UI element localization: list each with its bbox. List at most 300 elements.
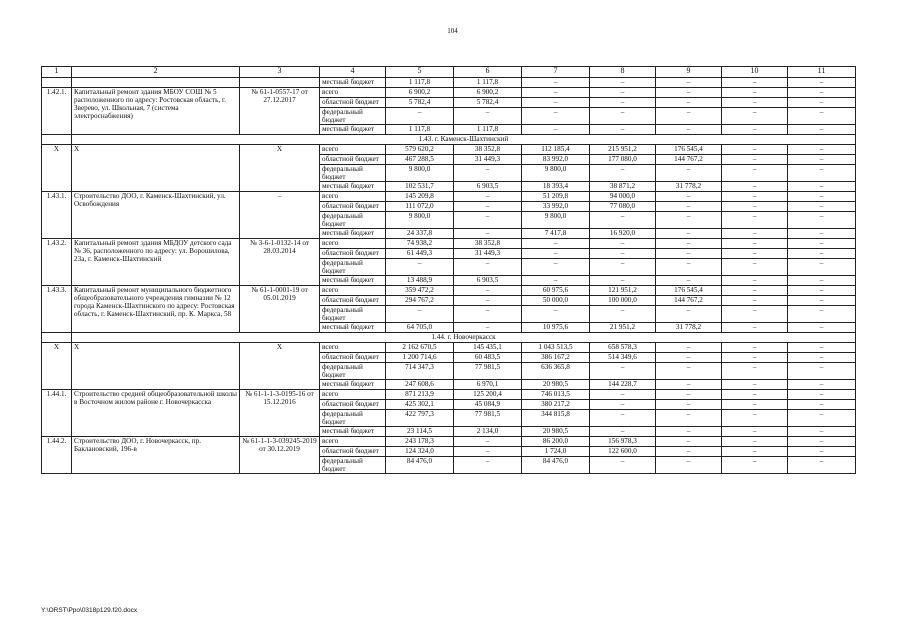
amount-cell: 6 970,1 [454, 380, 522, 390]
amount-cell: 425 302,1 [386, 400, 454, 410]
amount-cell: – [656, 276, 722, 286]
item-name: Капитальный ремонт муниципального бюджетного общеобразовательного учреждения гимназии № 12 города Каменск-Шахтинского по адресу: Ростовская область, г. Каменск-Шахтинский, пр. К. Маркса, 58 [72, 286, 240, 333]
amount-cell: – [454, 457, 522, 474]
amount-cell: – [656, 363, 722, 380]
amount-cell: 386 167,2 [522, 353, 590, 363]
amount-cell: 61 449,3 [386, 249, 454, 259]
item-document: № 3-6-1-0132-14 от 28.03.2014 [240, 239, 320, 286]
amount-cell: 1 200 714,6 [386, 353, 454, 363]
column-header: 3 [240, 67, 320, 78]
amount-cell: 112 185,4 [522, 145, 590, 155]
amount-cell: 247 608,6 [386, 380, 454, 390]
funding-source: всего [320, 390, 386, 400]
amount-cell: – [656, 165, 722, 182]
amount-cell: – [454, 165, 522, 182]
amount-cell: 124 324,0 [386, 447, 454, 457]
amount-cell: – [590, 400, 656, 410]
amount-cell: – [656, 125, 722, 135]
column-header: 11 [788, 67, 856, 78]
amount-cell: – [722, 239, 788, 249]
empty-cell [42, 78, 72, 88]
amount-cell: – [722, 457, 788, 474]
section-title: 1.44. г. Новочеркасск [72, 333, 856, 343]
amount-cell: – [788, 400, 856, 410]
amount-cell: 51 209,8 [522, 192, 590, 202]
amount-cell: 294 767,2 [386, 296, 454, 306]
amount-cell: 77 080,0 [590, 202, 656, 212]
funding-source: областной бюджет [320, 296, 386, 306]
amount-cell: – [656, 202, 722, 212]
amount-cell: 24 337,8 [386, 229, 454, 239]
amount-cell: – [454, 192, 522, 202]
amount-cell: 145 435,1 [454, 343, 522, 353]
item-name: Капитальный ремонт здания МБОУ СОШ № 5 расположенного по адресу: Ростовская область, г. Зверево, ул. Школьная, 7 (система электроснабжения) [72, 88, 240, 135]
amount-cell: – [656, 212, 722, 229]
amount-cell: – [454, 229, 522, 239]
amount-cell: – [788, 155, 856, 165]
row-spacer-cell [42, 333, 72, 343]
funding-source: федеральный бюджет [320, 259, 386, 276]
item-number: 1.43.2. [42, 239, 72, 286]
amount-cell: 1 043 513,5 [522, 343, 590, 353]
amount-cell: – [656, 249, 722, 259]
amount-cell: – [788, 323, 856, 333]
funding-source: федеральный бюджет [320, 363, 386, 380]
amount-cell: – [788, 380, 856, 390]
amount-cell: 31 778,2 [656, 323, 722, 333]
amount-cell: – [788, 286, 856, 296]
amount-cell: – [722, 296, 788, 306]
amount-cell: 636 365,8 [522, 363, 590, 380]
amount-cell: 514 349,6 [590, 353, 656, 363]
funding-source: федеральный бюджет [320, 306, 386, 323]
amount-cell: 144 767,2 [656, 155, 722, 165]
amount-cell: – [788, 437, 856, 447]
item-name: Х [72, 343, 240, 390]
table-row [42, 437, 856, 447]
amount-cell: – [788, 296, 856, 306]
amount-cell: 20 980,5 [522, 380, 590, 390]
funding-source: местный бюджет [320, 125, 386, 135]
amount-cell: – [788, 202, 856, 212]
table-row [42, 239, 856, 249]
amount-cell: – [522, 108, 590, 125]
amount-cell: 1 117,8 [454, 125, 522, 135]
column-header: 5 [386, 67, 454, 78]
amount-cell: 111 072,0 [386, 202, 454, 212]
amount-cell: 33 992,0 [522, 202, 590, 212]
amount-cell: – [590, 78, 656, 88]
amount-cell: 144 767,2 [656, 296, 722, 306]
item-document: № 61-1-1-3-039245-2019 от 30.12.2019 [240, 437, 320, 474]
amount-cell: – [722, 427, 788, 437]
amount-cell: 344 815,8 [522, 410, 590, 427]
amount-cell: – [788, 410, 856, 427]
amount-cell: 31 778,2 [656, 182, 722, 192]
item-name: Х [72, 145, 240, 192]
amount-cell: – [788, 88, 856, 98]
amount-cell: 13 488,9 [386, 276, 454, 286]
amount-cell: – [656, 447, 722, 457]
funding-source: областной бюджет [320, 155, 386, 165]
empty-cell [72, 78, 240, 88]
amount-cell: 77 981,5 [454, 410, 522, 427]
amount-cell: – [788, 276, 856, 286]
funding-source: всего [320, 286, 386, 296]
amount-cell: 6 903,5 [454, 276, 522, 286]
amount-cell: – [522, 98, 590, 108]
amount-cell: 176 545,4 [656, 286, 722, 296]
item-name: Строительство ДОО, г. Каменск-Шахтинский, ул. Освобождения [72, 192, 240, 239]
section-title: 1.43. г. Каменск-Шахтинский [72, 135, 856, 145]
amount-cell: – [656, 108, 722, 125]
amount-cell: – [722, 447, 788, 457]
amount-cell: – [656, 192, 722, 202]
amount-cell: 122 600,0 [590, 447, 656, 457]
item-number: Х [42, 145, 72, 192]
amount-cell: 60 975,6 [522, 286, 590, 296]
amount-cell: – [590, 98, 656, 108]
item-document: № 61-1-0557-17 от 27.12.2017 [240, 88, 320, 135]
column-header: 1 [42, 67, 72, 78]
amount-cell: 1 117,8 [386, 78, 454, 88]
amount-cell: – [590, 457, 656, 474]
amount-cell: 6 900,2 [386, 88, 454, 98]
amount-cell: 5 782,4 [386, 98, 454, 108]
item-document: Х [240, 343, 320, 390]
amount-cell: – [590, 239, 656, 249]
amount-cell: 16 920,0 [590, 229, 656, 239]
item-number: 1.42.1. [42, 88, 72, 135]
funding-source: местный бюджет [320, 229, 386, 239]
table-header-row [42, 67, 856, 78]
amount-cell: 9 800,0 [386, 212, 454, 229]
column-header: 6 [454, 67, 522, 78]
funding-source: всего [320, 88, 386, 98]
amount-cell: 45 084,9 [454, 400, 522, 410]
amount-cell: – [722, 390, 788, 400]
item-name: Капитальный ремонт здания МБДОУ детского сада № 36, расположенного по адресу: ул. Ворошилова, 23а, г. Каменск-Шахтинский [72, 239, 240, 286]
item-number: Х [42, 343, 72, 390]
amount-cell: – [522, 239, 590, 249]
amount-cell: 5 782,4 [454, 98, 522, 108]
amount-cell: – [722, 380, 788, 390]
amount-cell: – [722, 276, 788, 286]
amount-cell: – [656, 259, 722, 276]
amount-cell: 144 228,7 [590, 380, 656, 390]
amount-cell: – [454, 202, 522, 212]
amount-cell: – [590, 259, 656, 276]
table-row [42, 390, 856, 400]
amount-cell: 422 797,3 [386, 410, 454, 427]
amount-cell: 579 620,2 [386, 145, 454, 155]
amount-cell: – [590, 108, 656, 125]
amount-cell: 215 951,2 [590, 145, 656, 155]
amount-cell: 177 080,0 [590, 155, 656, 165]
amount-cell: – [722, 410, 788, 427]
amount-cell: – [656, 343, 722, 353]
item-document: Х [240, 145, 320, 192]
amount-cell: – [788, 259, 856, 276]
amount-cell: 9 800,0 [522, 165, 590, 182]
column-header: 7 [522, 67, 590, 78]
amount-cell: 1 117,8 [454, 78, 522, 88]
amount-cell: – [722, 323, 788, 333]
amount-cell: – [386, 306, 454, 323]
funding-source: местный бюджет [320, 276, 386, 286]
amount-cell: – [722, 192, 788, 202]
funding-source: федеральный бюджет [320, 212, 386, 229]
amount-cell: 94 000,0 [590, 192, 656, 202]
amount-cell: 7 417,8 [522, 229, 590, 239]
amount-cell: – [788, 363, 856, 380]
amount-cell: – [656, 306, 722, 323]
amount-cell: – [722, 343, 788, 353]
table-row [42, 145, 856, 155]
amount-cell: 50 000,0 [522, 296, 590, 306]
amount-cell: 18 393,4 [522, 182, 590, 192]
amount-cell: – [722, 165, 788, 182]
amount-cell: – [590, 125, 656, 135]
amount-cell: – [722, 108, 788, 125]
amount-cell: – [722, 400, 788, 410]
amount-cell: – [722, 286, 788, 296]
amount-cell: 20 980,5 [522, 427, 590, 437]
funding-source: федеральный бюджет [320, 457, 386, 474]
amount-cell: – [656, 88, 722, 98]
amount-cell: – [722, 78, 788, 88]
file-path-footer: Y:\ORST\Ppo\0318p129.f20.docx [41, 607, 138, 614]
amount-cell: – [454, 437, 522, 447]
amount-cell: – [722, 125, 788, 135]
table-row [42, 78, 856, 88]
amount-cell: – [656, 390, 722, 400]
table-row [42, 192, 856, 202]
funding-source: федеральный бюджет [320, 410, 386, 427]
amount-cell: 1 724,0 [522, 447, 590, 457]
funding-source: областной бюджет [320, 202, 386, 212]
funding-source: федеральный бюджет [320, 108, 386, 125]
section-heading-row [42, 135, 856, 145]
column-header: 9 [656, 67, 722, 78]
amount-cell: – [788, 165, 856, 182]
amount-cell: – [788, 390, 856, 400]
amount-cell: 145 209,8 [386, 192, 454, 202]
amount-cell: 156 978,3 [590, 437, 656, 447]
amount-cell: – [590, 165, 656, 182]
table-row [42, 88, 856, 98]
amount-cell: – [788, 78, 856, 88]
amount-cell: 38 352,8 [454, 239, 522, 249]
funding-source: федеральный бюджет [320, 165, 386, 182]
amount-cell: – [788, 192, 856, 202]
amount-cell: – [590, 390, 656, 400]
item-name: Строительство ДОО, г. Новочеркасск, пр. Баклановский, 196-в [72, 437, 240, 474]
amount-cell: 2 134,0 [454, 427, 522, 437]
amount-cell: – [788, 249, 856, 259]
amount-cell: – [522, 249, 590, 259]
column-header: 10 [722, 67, 788, 78]
amount-cell: – [656, 78, 722, 88]
amount-cell: – [788, 182, 856, 192]
amount-cell: – [788, 427, 856, 437]
amount-cell: – [722, 437, 788, 447]
amount-cell: 83 992,0 [522, 155, 590, 165]
amount-cell: – [386, 108, 454, 125]
amount-cell: – [522, 125, 590, 135]
amount-cell: – [522, 259, 590, 276]
funding-source: местный бюджет [320, 182, 386, 192]
amount-cell: – [590, 276, 656, 286]
amount-cell: – [590, 306, 656, 323]
amount-cell: – [788, 212, 856, 229]
amount-cell: – [788, 306, 856, 323]
funding-source: всего [320, 145, 386, 155]
amount-cell: 658 578,3 [590, 343, 656, 353]
amount-cell: – [722, 212, 788, 229]
table-row [42, 343, 856, 353]
amount-cell: – [788, 457, 856, 474]
amount-cell: – [454, 212, 522, 229]
amount-cell: – [522, 276, 590, 286]
amount-cell: – [656, 380, 722, 390]
amount-cell: 100 000,0 [590, 296, 656, 306]
amount-cell: – [722, 363, 788, 380]
item-document: – [240, 192, 320, 239]
amount-cell: – [454, 259, 522, 276]
amount-cell: – [590, 427, 656, 437]
amount-cell: – [454, 108, 522, 125]
amount-cell: – [722, 182, 788, 192]
column-header: 2 [72, 67, 240, 78]
amount-cell: 467 288,5 [386, 155, 454, 165]
funding-source: местный бюджет [320, 323, 386, 333]
amount-cell: 38 871,2 [590, 182, 656, 192]
amount-cell: – [590, 410, 656, 427]
funding-source: областной бюджет [320, 400, 386, 410]
amount-cell: 1 117,8 [386, 125, 454, 135]
amount-cell: – [788, 229, 856, 239]
funding-source: всего [320, 192, 386, 202]
amount-cell: – [722, 98, 788, 108]
amount-cell: 38 352,8 [454, 145, 522, 155]
item-document: № 61-1-0001-19 от 05.01.2019 [240, 286, 320, 333]
funding-source: всего [320, 437, 386, 447]
amount-cell: – [590, 88, 656, 98]
amount-cell: 6 903,5 [454, 182, 522, 192]
amount-cell: – [722, 259, 788, 276]
item-document: № 61-1-1-3-0195-16 от 15.12.2016 [240, 390, 320, 437]
amount-cell: – [656, 437, 722, 447]
amount-cell: – [454, 323, 522, 333]
amount-cell: 84 476,0 [386, 457, 454, 474]
amount-cell: 176 545,4 [656, 145, 722, 155]
amount-cell: – [656, 353, 722, 363]
amount-cell: 9 800,0 [386, 165, 454, 182]
amount-cell: – [656, 98, 722, 108]
funding-source: местный бюджет [320, 380, 386, 390]
amount-cell: – [656, 427, 722, 437]
funding-source: всего [320, 239, 386, 249]
amount-cell: 31 449,3 [454, 155, 522, 165]
amount-cell: 86 200,0 [522, 437, 590, 447]
amount-cell: – [788, 98, 856, 108]
funding-source: областной бюджет [320, 98, 386, 108]
amount-cell: – [454, 447, 522, 457]
amount-cell: – [722, 353, 788, 363]
amount-cell: – [656, 410, 722, 427]
amount-cell: 31 449,3 [454, 249, 522, 259]
amount-cell: 714 347,3 [386, 363, 454, 380]
amount-cell: – [722, 145, 788, 155]
amount-cell: 121 951,2 [590, 286, 656, 296]
row-spacer-cell [42, 135, 72, 145]
amount-cell: – [788, 108, 856, 125]
amount-cell: – [656, 457, 722, 474]
amount-cell: – [386, 259, 454, 276]
amount-cell: 6 900,2 [454, 88, 522, 98]
amount-cell: – [454, 296, 522, 306]
amount-cell: 746 013,5 [522, 390, 590, 400]
amount-cell: 10 975,6 [522, 323, 590, 333]
amount-cell: – [788, 145, 856, 155]
amount-cell: 125 200,4 [454, 390, 522, 400]
amount-cell: – [590, 249, 656, 259]
amount-cell: 64 705,0 [386, 323, 454, 333]
amount-cell: 243 178,3 [386, 437, 454, 447]
amount-cell: 359 472,2 [386, 286, 454, 296]
item-name: Строительство средней общеобразовательной школы в Восточном жилом районе г. Новочеркасска [72, 390, 240, 437]
item-number: 1.44.1. [42, 390, 72, 437]
section-heading-row [42, 333, 856, 343]
amount-cell: – [590, 212, 656, 229]
amount-cell: – [522, 306, 590, 323]
amount-cell: 2 162 670,5 [386, 343, 454, 353]
amount-cell: – [656, 239, 722, 249]
funding-source: местный бюджет [320, 78, 386, 88]
item-number: 1.43.1. [42, 192, 72, 239]
column-header: 4 [320, 67, 386, 78]
amount-cell: – [656, 229, 722, 239]
item-number: 1.43.3. [42, 286, 72, 333]
table-row [42, 286, 856, 296]
funding-source: областной бюджет [320, 447, 386, 457]
page-number: 104 [447, 27, 458, 35]
amount-cell: 60 483,5 [454, 353, 522, 363]
amount-cell: – [788, 353, 856, 363]
amount-cell: 102 531,7 [386, 182, 454, 192]
amount-cell: – [788, 239, 856, 249]
amount-cell: – [722, 249, 788, 259]
amount-cell: 9 800,0 [522, 212, 590, 229]
funding-source: всего [320, 343, 386, 353]
amount-cell: 21 951,2 [590, 323, 656, 333]
amount-cell: 23 114,5 [386, 427, 454, 437]
funding-source: местный бюджет [320, 427, 386, 437]
item-number: 1.44.2. [42, 437, 72, 474]
amount-cell: – [454, 286, 522, 296]
program-table [41, 66, 856, 474]
funding-source: областной бюджет [320, 249, 386, 259]
amount-cell: – [722, 229, 788, 239]
funding-source: областной бюджет [320, 353, 386, 363]
column-header: 8 [590, 67, 656, 78]
amount-cell: – [454, 306, 522, 323]
amount-cell: – [722, 155, 788, 165]
amount-cell: – [522, 78, 590, 88]
amount-cell: – [722, 88, 788, 98]
amount-cell: 77 981,5 [454, 363, 522, 380]
